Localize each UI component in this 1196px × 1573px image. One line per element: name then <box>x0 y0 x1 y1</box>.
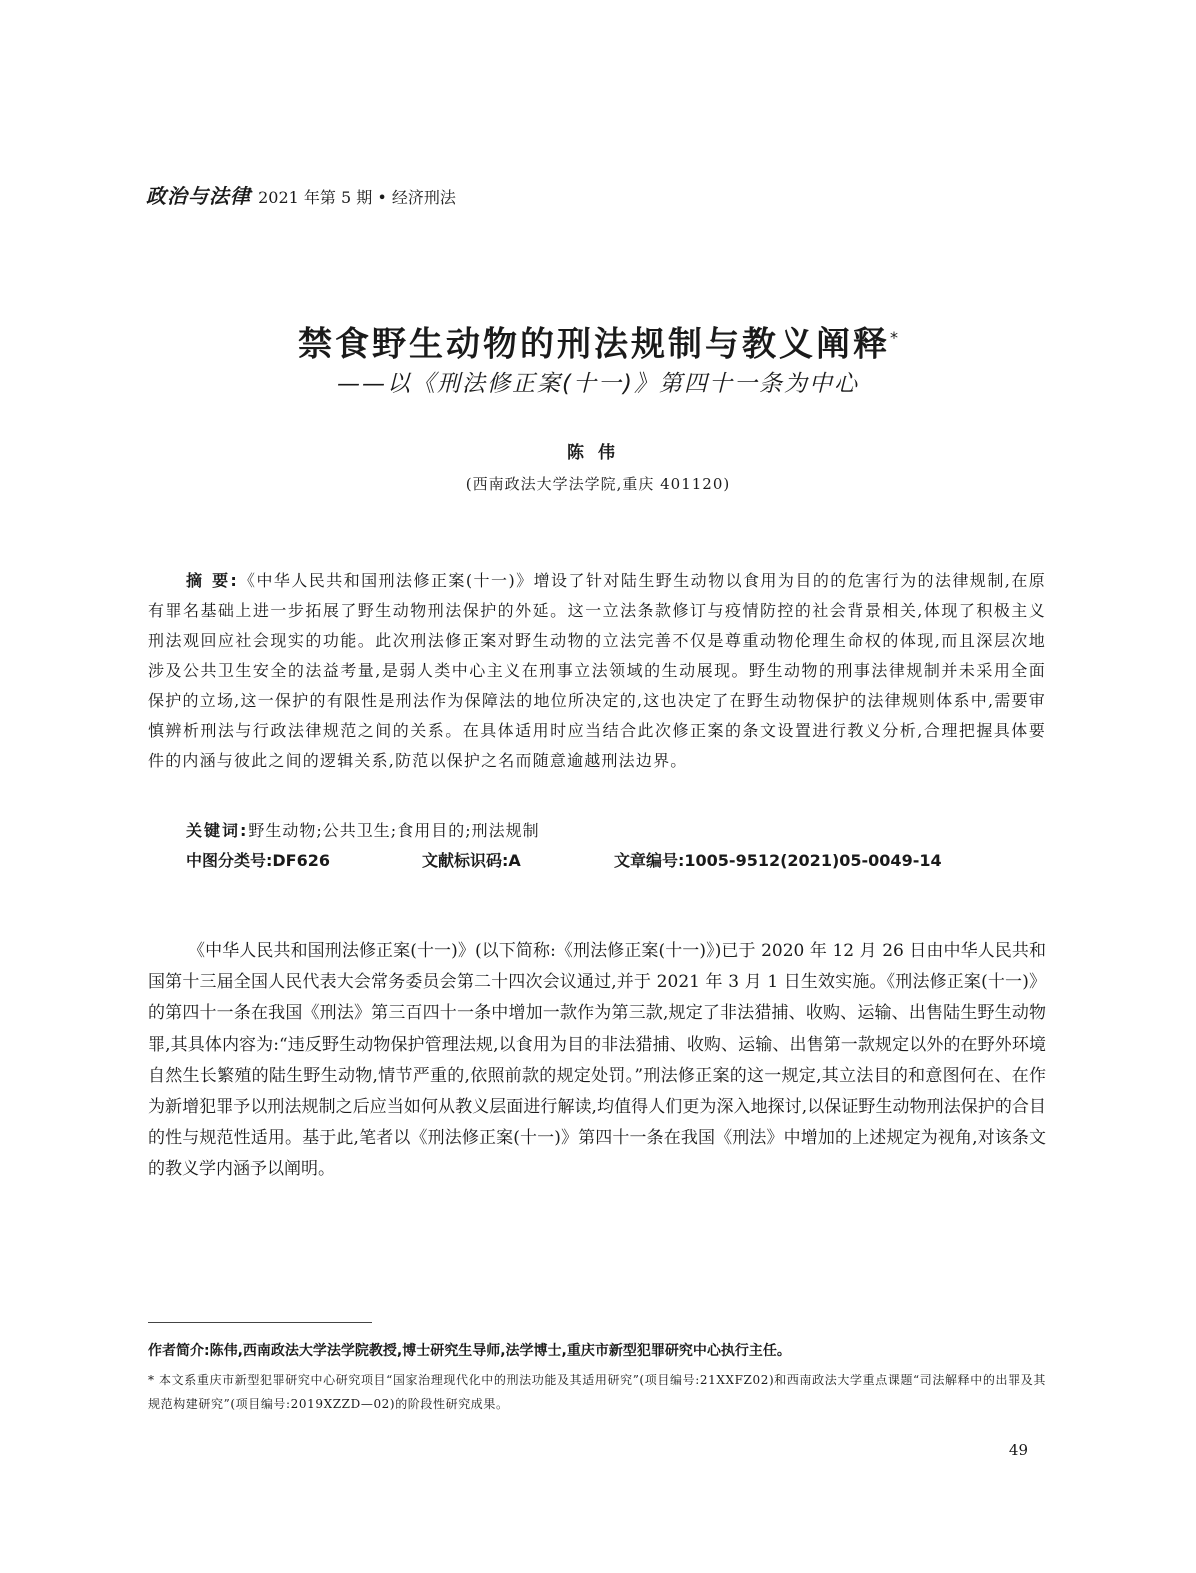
footnote-divider <box>148 1322 372 1323</box>
title-footnote-mark[interactable]: * <box>890 328 898 347</box>
running-header <box>146 181 746 211</box>
author-name: 陈伟 <box>567 443 629 463</box>
issue-info: 2021 年第 5 期 • 经济刑法 <box>258 188 456 207</box>
abstract <box>148 566 1046 776</box>
article-number: 文章编号:1005-9512(2021)05-0049-14 <box>614 851 942 870</box>
abstract-text: 《中华人民共和国刑法修正案(十一)》增设了针对陆生野生动物以食用为目的的危害行为的法律规制,在原有罪名基础上进一步拓展了野生动物刑法保护的外延。这一立法条款修订与疫情防控的社会背景相关,体现了积极主义刑法观回应社会现实的功能。此次刑法修正案对野生动物的立法完善不仅是尊重动物伦理生命权的体现,而且深层次地涉及公共卫生安全的法益考量,是弱人类中心主义在刑事立法领域的生动展现。野生动物的刑事法律规制并未采用全面保护的立场,这一保护的有限性是刑法作为保障法的地位所决定的,这也决定了在野生动物保护的法律规则体系中,需要审慎辨析刑法与行政法律规范之间的关系。在具体适用时应当结合此次修正案的条文设置进行教义分析,合理把握具体要件的内涵与彼此之间的逻辑关系,防范以保护之名而随意逾越刑法边界。 <box>148 571 1046 770</box>
keywords <box>186 816 1046 846</box>
title-text: 禁食野生动物的刑法规制与教义阐释 <box>298 324 890 365</box>
keywords-text: 野生动物;公共卫生;食用目的;刑法规制 <box>248 821 540 840</box>
author-bio-footnote: 作者简介:陈伟,西南政法大学法学院教授,博士研究生导师,法学博士,重庆市新型犯罪研究中心执行主任。 <box>148 1343 791 1359</box>
article-title <box>0 310 1196 372</box>
clc-number: 中图分类号:DF626 <box>186 851 331 870</box>
keywords-label: 关键词: <box>186 821 249 840</box>
document-code: 文献标识码:A <box>422 851 521 870</box>
article-subtitle: ——以《刑法修正案(十一)》第四十一条为中心 <box>337 371 859 397</box>
page-number: 49 <box>1008 1441 1028 1459</box>
author-affiliation: (西南政法大学法学院,重庆 401120) <box>465 475 731 493</box>
funding-footnote: * 本文系重庆市新型犯罪研究中心研究项目“国家治理现代化中的刑法功能及其适用研究”(项目编号:21XXFZ02)和西南政法大学重点课题“司法解释中的出罪及其规范构建研究”(项目编号:2019XZZD—02)的阶段性研究成果。 <box>148 1373 1046 1411</box>
classification-line <box>186 846 1066 876</box>
journal-name-logo: 政治与法律 <box>146 184 251 208</box>
abstract-label: 摘 要: <box>186 571 239 590</box>
body-paragraph: 《中华人民共和国刑法修正案(十一)》(以下简称:《刑法修正案(十一)》)已于 2020 年 12 月 26 日由中华人民共和国第十三届全国人民代表大会常务委员会第二十四次会议通过,并于 2021 年 3 月 1 日生效实施。《刑法修正案(十一)》的第四十一条在我国《刑法》第三百四十一条中增加一款作为第三款,规定了非法猎捕、收购、运输、出售陆生野生动物罪,其具体内容为:“违反野生动物保护管理法规,以食用为目的非法猎捕、收购、运输、出售第一款规定以外的在野外环境自然生长繁殖的陆生野生动物,情节严重的,依照前款的规定处罚。”刑法修正案的这一规定,其立法目的和意图何在、在作为新增犯罪予以刑法规制之后应当如何从教义层面进行解读,均值得人们更为深入地探讨,以保证野生动物刑法保护的合目的性与规范性适用。基于此,笔者以《刑法修正案(十一)》第四十一条在我国《刑法》中增加的上述规定为视角,对该条文的教义学内涵予以阐明。 <box>148 941 1046 1180</box>
